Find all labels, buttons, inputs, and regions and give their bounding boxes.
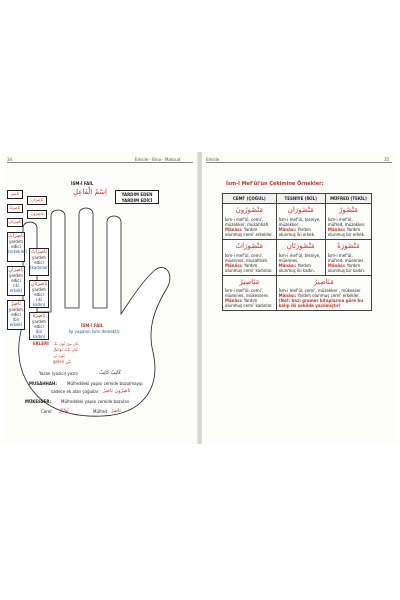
side-entry-2-arabic: نَاصِرَانِ (8, 267, 24, 273)
musahhah-text: Müfreddeki yapısı cemide bozulmayıp (67, 381, 143, 386)
inner-entry-3-arabic: نَاصِرَةٌ (32, 313, 46, 319)
inner-entry-2-arabic: نَاصِرَتَانِ (30, 281, 48, 287)
finger-box-1: نَاصِرٌ (7, 190, 23, 199)
palm-definition: İşi yapanın İsmi demektir. (69, 329, 121, 334)
table-cell (223, 275, 277, 311)
inner-entry-1 (29, 248, 49, 276)
finger-box-2: نَاصِرَةٌ (7, 204, 23, 213)
table-cell (223, 239, 277, 275)
cell-text: İsm-i mef'ûl, müfred, müzekker. (327, 216, 366, 227)
side-entry-3-l2: edici (11, 312, 21, 317)
inner-entry-1-note: (kadınlar) (30, 265, 50, 270)
side-entry-3 (7, 300, 25, 330)
conjugation-table (222, 193, 372, 311)
cell-mana-label: Mânâsı: (278, 262, 297, 268)
cell-arabic: مَنْصُورَةٌ (337, 241, 360, 250)
side-entry-1 (7, 232, 28, 262)
side-entry-1-arabic: نَاصِرَاتٌ (8, 233, 25, 239)
cell-meaning: Yardım olunmuş bir kadın. (327, 262, 366, 273)
cell-mana-label: Mânâsı: (225, 226, 243, 232)
cell-text: İsm-i mef'ûl, tesniye, müennes. (278, 252, 321, 263)
cemi-label: Cemi' (41, 409, 53, 414)
cell-arabic: مَنَاصِيرُ (239, 277, 260, 286)
cell-mana-label: Mânâsı: (327, 226, 346, 232)
col-header-mufred: MÜFRED (TEKİL) (325, 194, 371, 204)
yazan-line: Yazan (yazıcı) yazılı (39, 371, 78, 376)
cell-mana-label: Mânâsı: (278, 293, 297, 299)
cell-text: İsm-i mef'ûl, cemi', müennes, mükessere. (225, 288, 270, 299)
right-page (202, 152, 397, 444)
cell-meaning: Yardım olunmuş cemi' erkekler. (297, 293, 360, 299)
book-spread (3, 152, 397, 444)
examples-title: İsm-i Mef'ûl'ün Çekimine Örnekler: (226, 181, 324, 187)
side-entry-1-l2: edici (11, 244, 21, 249)
table-cell (325, 239, 371, 275)
page-number-right: 35 (384, 157, 390, 162)
cemi-arabic: نُصَّارٌ (59, 408, 69, 414)
inner-entry-2-note: (iki kadın) (32, 297, 46, 307)
yardim-eden-line1: YARDIM EDEN (121, 192, 153, 197)
side-entry-1-note: (erkekler) (8, 249, 28, 254)
table-cell-wide (276, 275, 371, 311)
sadece-arabic: نَاصِرُونَ نَاصِرٌ (103, 388, 131, 394)
finger-box-4: نَاصِرَانِ (27, 196, 47, 205)
inner-entry-3 (29, 312, 49, 340)
ekleri-label: EKLERİ (33, 341, 49, 346)
cell-note: (Not: bazı gramer kitaplarına göre bu kalıp iki şekilde yazılmıştır) (278, 298, 364, 309)
finger-box-5: نَاصِرُونَ (27, 210, 47, 219)
cell-text: İsm-i mef'ûl, cemi', müennes, musahhah. (225, 252, 269, 263)
cell-text: İsm-i mef'ûl, tesniye, müzekker. (278, 216, 321, 227)
side-entry-2-note: (iki erkek) (9, 283, 23, 293)
mufred-arabic: نَاصِرٌ (111, 408, 121, 414)
cell-text: İsm-i mef'ûl, cemi', müzekker, musahhah. (225, 216, 270, 227)
yazan-arabic: كَاتِبٌ كَاتِبٌ (99, 370, 121, 376)
mukesser-text: Müfreddeki yapısı cemide bozulan (61, 399, 130, 404)
inner-entry-1-l2: edici (34, 260, 44, 265)
cell-meaning: Yardım olunmuş iki erkek. (278, 226, 316, 237)
running-header-left: Emsile - Bina - Maksud (135, 157, 181, 162)
side-entry-3-arabic: نَاصِرٌ (11, 301, 21, 307)
cell-meaning: Yardım olunmuş cemi' erkekler. (225, 226, 273, 237)
inner-entry-3-l1: yardım (32, 319, 46, 324)
palm-title: İSM-İ FAİL (81, 323, 104, 328)
table-cell (325, 204, 371, 240)
yardim-eden-line2: YARDIM EDİCİ (121, 198, 153, 203)
inner-entry-3-note: (bir kadın) (32, 329, 46, 339)
inner-entry-1-arabic: نَاصِرَاتٌ (30, 249, 47, 255)
sadece-text: sadece ek alan çoğullar (51, 389, 99, 394)
inner-entry-1-l1: yardım (32, 255, 46, 260)
cell-mana-label: Mânâsı: (327, 262, 346, 268)
header-rule-right (206, 162, 392, 163)
ekleri-line-1: :ـَانِ ـِينَ ـُونَ ـَةٌ (53, 341, 79, 346)
col-header-tesniye: TESNİYE (İKİL) (276, 194, 325, 204)
side-entry-2-l2: edici (11, 278, 21, 283)
side-entry-1-l1: yardım (9, 239, 23, 244)
left-page (3, 152, 198, 444)
ekleri-line-3: ـُون ـَن (53, 353, 65, 358)
cell-arabic: مَنْصُورُونَ (235, 206, 264, 214)
cell-meaning: Yardım olunmuş bir erkek. (327, 226, 366, 237)
ekleri-line-2: ـَتَانِ ـَاتٌ ـَوَاعِلُ (53, 347, 78, 352)
mufred-label: Müfred (93, 409, 107, 414)
side-entry-3-note: (bir erkek) (9, 317, 23, 327)
cell-text: İsm-i mef'ûl, cemi', müzekker , mükesser (278, 288, 361, 294)
col-header-cemi: CEMİ' (ÇOĞUL) (223, 194, 277, 204)
inner-entry-2-l1: yardım (32, 287, 46, 292)
finger-box-3: نَاصِرَتَانِ (7, 218, 23, 227)
cell-arabic: مَنْصُورَاتٌ (235, 241, 264, 250)
cell-meaning: Yardım olunmuş iki kadın. (278, 262, 315, 273)
cell-arabic: مَنَاصِيرُ (313, 277, 334, 286)
musahhah-label: MUSAHHAH: (29, 381, 57, 386)
mukesser-label: MÜKESSER: (25, 399, 52, 404)
cell-arabic: مَنْصُورٌ (338, 206, 358, 214)
table-cell (276, 239, 325, 275)
side-entry-2-l1: yardım (9, 273, 23, 278)
side-entry-3-l1: yardım (9, 307, 23, 312)
hand-title: İSM-İ FAİL (71, 181, 94, 186)
table-row (223, 204, 372, 240)
cell-text: İsm-i mef'ûl, müfred, müennes. (327, 252, 365, 263)
table-row (223, 275, 372, 311)
cell-meaning: Yardım olunmuş cemi' kadınlar. (225, 298, 273, 309)
table-cell (276, 204, 325, 240)
table-row (223, 239, 372, 275)
side-entry-2 (7, 266, 25, 296)
cell-mana-label: Mânâsı: (225, 298, 243, 304)
running-header-right: Emsile (206, 157, 220, 162)
inner-entry-2 (29, 280, 49, 308)
ekleri-line-4: gelen ـَيْنِ (53, 359, 71, 364)
cell-mana-label: Mânâsı: (278, 226, 297, 232)
table-header-row (223, 194, 372, 204)
cell-meaning: Yardım olunmuş cemi' kadınlar. (225, 262, 273, 273)
yardim-eden-box (115, 190, 159, 204)
hand-title-arabic: اِسْمُ الْفَاعِلِ (73, 188, 107, 196)
cell-arabic: مَنْصُورَتَانِ (286, 241, 315, 250)
table-cell (223, 204, 277, 240)
inner-entry-2-l2: edici (34, 292, 44, 297)
page-number-left: 34 (7, 157, 13, 162)
inner-entry-3-l2: edici (34, 324, 44, 329)
cell-arabic: مَنْصُورَانِ (287, 206, 314, 214)
cell-mana-label: Mânâsı: (225, 262, 243, 268)
